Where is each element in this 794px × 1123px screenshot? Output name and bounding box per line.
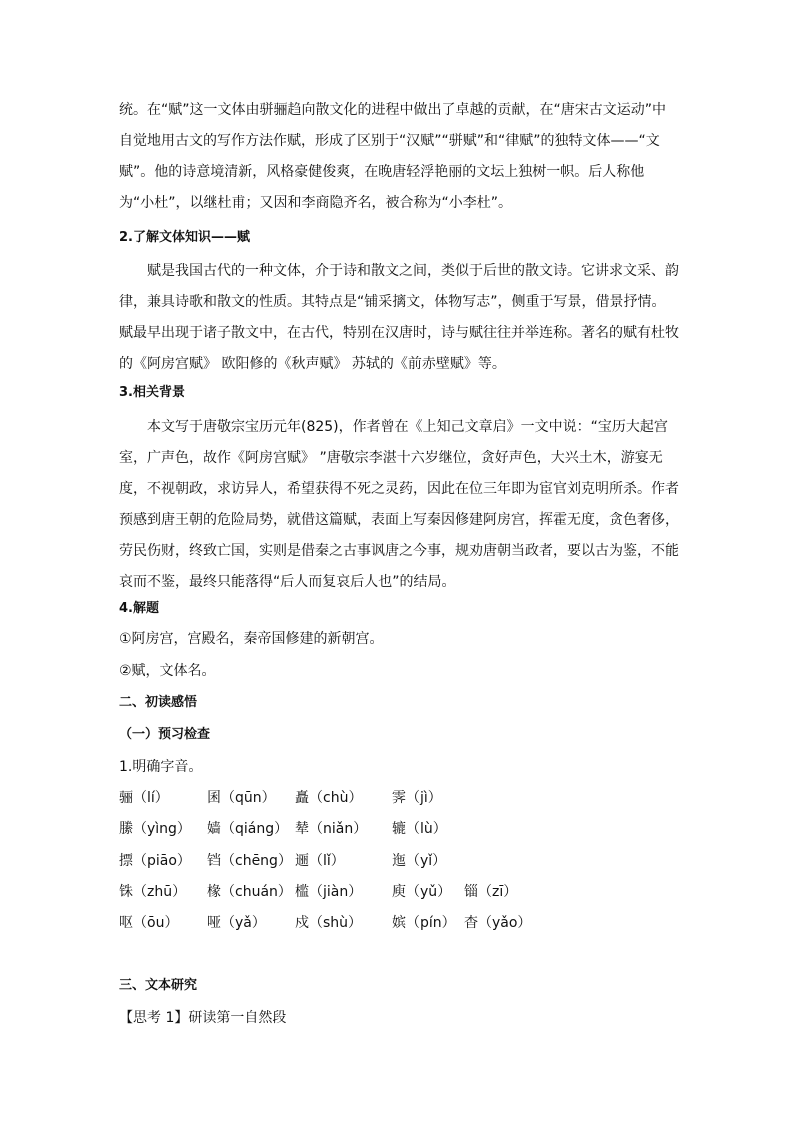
pronunciation-item: 辇（niǎn）: [295, 821, 368, 837]
pronunciation-item: 槛（jiàn）: [295, 884, 363, 900]
pronunciation-item: 哑（yǎ）: [207, 915, 266, 931]
section4-item-1: ①阿房宫，宫殿名，秦帝国修建的新朝宫。: [119, 631, 384, 647]
pronunciation-item: 骊（lí）: [119, 790, 169, 806]
pronunciation-task: 1.明确字音。: [119, 759, 203, 775]
pronunciation-item: 杳（yǎo）: [464, 915, 532, 931]
pronunciation-item: 霁（jì）: [392, 790, 442, 806]
intro-paragraph: 统。在“赋”这一文体由骈骊趋向散文化的进程中做出了卓越的贡献，在“唐宋古文运动”中自觉地用古文的写作方法作赋，形成了区别于“汉赋”“骈赋”和“律赋”的独特文体——“文赋”。他的诗意境清新，风格豪健俊爽，在晚唐轻浮艳丽的文坛上独树一帜。后人称他为“小杜”，以继杜甫；又因和李商隐齐名，被合称为“小李杜”。: [119, 102, 667, 211]
pronunciation-item: 呕（ōu）: [119, 915, 179, 931]
pronunciation-row: [119, 851, 679, 871]
think-1-label: 【思考 1】研读第一自然段: [119, 1010, 287, 1026]
section2-paragraph: 赋是我国古代的一种文体，介于诗和散文之间，类似于后世的散文诗。它讲求文采、韵律，兼具诗歌和散文的性质。其特点是“铺采摛文，体物写志”，侧重于写景，借景抒情。赋最早出现于诸子散文中，在古代，特别在汉唐时，诗与赋往往并举连称。著名的赋有杜牧的《阿房宫赋》 欧阳修的《秋声赋》 苏轼的《前赤壁赋》等。: [119, 263, 679, 372]
pronunciation-row: [119, 882, 679, 902]
part2-subheading: （一）预习检查: [119, 727, 211, 742]
pronunciation-item: 縢（yìng）: [119, 821, 191, 837]
section2-heading: 2.了解文体知识——赋: [119, 230, 250, 245]
pronunciation-item: 椽（chuán）: [207, 884, 292, 900]
part2-heading: 二、初读感悟: [119, 695, 198, 710]
pronunciation-row: [119, 819, 679, 839]
pronunciation-item: 囷（qūn）: [207, 790, 276, 806]
pronunciation-item: 庾（yǔ）: [392, 884, 452, 900]
section4-item-2: ②赋，文体名。: [119, 663, 216, 679]
pronunciation-item: 铢（zhū）: [119, 884, 187, 900]
section3-heading: 3.相关背景: [119, 385, 185, 400]
pronunciation-item: 戍（shù）: [295, 915, 363, 931]
pronunciation-item: 嫔（pín）: [392, 915, 456, 931]
pronunciation-item: 锱（zī）: [464, 884, 518, 900]
pronunciation-item: 矗（chù）: [295, 790, 363, 806]
pronunciation-item: 迤（yǐ）: [392, 853, 447, 869]
pronunciation-row: [119, 913, 679, 933]
pronunciation-item: 铛（chēng）: [207, 853, 292, 869]
part3-heading: 三、文本研究: [119, 978, 198, 993]
pronunciation-item: 辘（lù）: [392, 821, 447, 837]
pronunciation-item: 摽（piāo）: [119, 853, 191, 869]
section4-heading: 4.解题: [119, 601, 159, 616]
pronunciation-row: [119, 788, 679, 808]
pronunciation-item: 嫱（qiáng）: [207, 821, 289, 837]
section3-paragraph: 本文写于唐敬宗宝历元年(825)，作者曾在《上知己文章启》一文中说：“宝历大起宫室，广声色，故作《阿房宫赋》 ”唐敬宗李湛十六岁继位，贪好声色，大兴土木，游宴无度，不视朝政，求访异人，希望获得不死之灵药，因此在位三年即为宦官刘克明所杀。作者预感到唐王朝的危险局势，就借这篇赋，表面上写秦因修建阿房宫，挥霍无度，贪色奢侈，劳民伤财，终致亡国，实则是借秦之古事讽唐之今事，规劝唐朝当政者，要以古为鉴，不能哀而不鉴，最终只能落得“后人而复哀后人也”的结局。: [119, 419, 679, 590]
pronunciation-item: 逦（lǐ）: [295, 853, 345, 869]
